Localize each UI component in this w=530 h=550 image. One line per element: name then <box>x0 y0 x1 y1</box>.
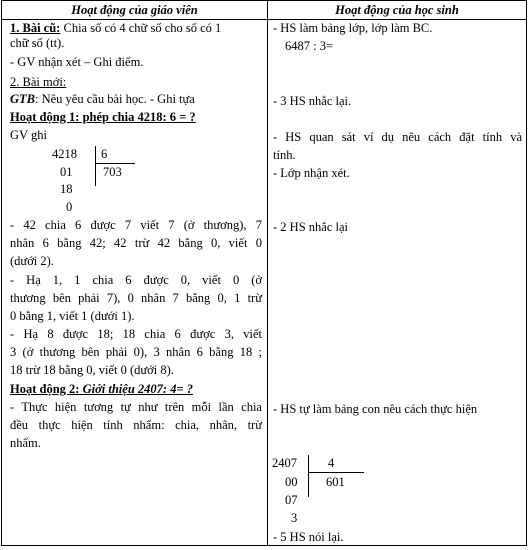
gtb-label: GTB <box>10 92 35 106</box>
step-3-line-a: - Hạ 8 được 18; 18 chia 6 được 3, viết <box>10 327 262 341</box>
step-1-line-a: - 42 chia 6 được 7 viết 7 (ở thương), 7 <box>10 218 262 232</box>
division-1-remainder-2: 18 <box>60 182 73 196</box>
division-1-quotient: 703 <box>103 165 122 179</box>
step-4-line-b: đều thực hiện tính nhẩm: chia, nhân, trừ <box>10 418 262 432</box>
division-2-divisor: 4 <box>328 456 335 470</box>
division-2-horizontal-bar <box>308 472 364 473</box>
division-1-remainder-3: 0 <box>66 200 73 214</box>
division-2-quotient: 601 <box>326 475 345 489</box>
step-4-line-a: - Thực hiện tương tự như trên mỗi lần chia <box>10 400 262 414</box>
step-2-line-c: 0 bằng 1, viết 1 (dưới 1). <box>10 309 135 323</box>
activity-2-title <box>10 382 193 397</box>
division-1-vertical-bar <box>95 146 96 186</box>
old-lesson-text-cont: chữ số (tt). <box>10 36 65 50</box>
gv-ghi: GV ghi <box>10 128 47 142</box>
activity-2-label: Hoạt động 2: <box>10 382 83 396</box>
division-1-divisor: 6 <box>101 147 108 161</box>
student-step-4: - Lớp nhận xét. <box>273 166 350 180</box>
column-divider <box>267 1 268 545</box>
division-1-dividend: 4218 <box>52 147 77 161</box>
activity-2-rest: Giới thiệu 2407: 4= ? <box>82 382 193 396</box>
old-lesson-line <box>10 21 221 36</box>
division-2-remainder-3: 3 <box>291 511 298 525</box>
division-2-dividend: 2407 <box>272 456 297 470</box>
division-2-vertical-bar <box>308 455 309 497</box>
student-expression: 6487 : 3= <box>285 39 334 53</box>
teacher-review: - GV nhận xét – Ghi điểm. <box>10 55 144 69</box>
step-4-line-c: nhẩm. <box>10 436 41 450</box>
step-2-line-a: - Hạ 1, 1 chia 6 được 0, viết 0 (ở <box>10 273 262 287</box>
step-1-line-c: (dưới 2). <box>10 254 54 268</box>
student-step-5: - 2 HS nhắc lại <box>273 220 348 234</box>
step-1-line-b: nhân 6 bằng 42; 42 trừ 42 bằng 0, viết 0 <box>10 236 262 250</box>
division-1-horizontal-bar <box>95 163 135 164</box>
division-2-remainder-2: 07 <box>285 493 298 507</box>
student-step-6: - HS tự làm bảng con nêu cách thực hiện <box>273 402 478 416</box>
lesson-table <box>1 0 527 546</box>
student-step-1: - HS làm bảng lớp, lớp làm BC. <box>273 21 433 35</box>
step-2-line-b: thương bên phải 7), 0 nhân 7 bằng 0, 1 trừ <box>10 291 262 305</box>
student-step-3-a: - HS quan sát ví dụ nêu cách đặt tính và <box>273 130 522 144</box>
old-lesson-title: 1. Bài cũ: <box>10 21 61 35</box>
gtb-text: : Nêu yêu cầu bài học. - Ghi tựa <box>35 92 195 106</box>
student-step-3-b: tính. <box>273 148 296 162</box>
student-step-7: - 5 HS nói lại. <box>273 530 344 544</box>
header-divider <box>2 19 526 20</box>
old-lesson-text: Chia số có 4 chữ số cho số có 1 <box>63 21 222 35</box>
student-column-header: Hoạt động của học sinh <box>335 3 459 17</box>
new-lesson-title: 2. Bài mới: <box>10 75 67 89</box>
gtb-line <box>10 92 195 107</box>
division-2-remainder-1: 00 <box>285 475 298 489</box>
step-3-line-c: 18 trừ 18 bằng 0, viết 0 (dưới 8). <box>10 363 174 377</box>
step-3-line-b: 3 (ở thương bên phải 0), 3 nhân 6 bằng 18 ; <box>10 345 262 359</box>
activity-1-title: Hoạt động 1: phép chia 4218: 6 = ? <box>10 110 196 124</box>
student-step-2: - 3 HS nhắc lại. <box>273 94 352 108</box>
division-1-remainder-1: 01 <box>60 165 73 179</box>
teacher-column-header: Hoạt động của giáo viên <box>71 3 198 17</box>
